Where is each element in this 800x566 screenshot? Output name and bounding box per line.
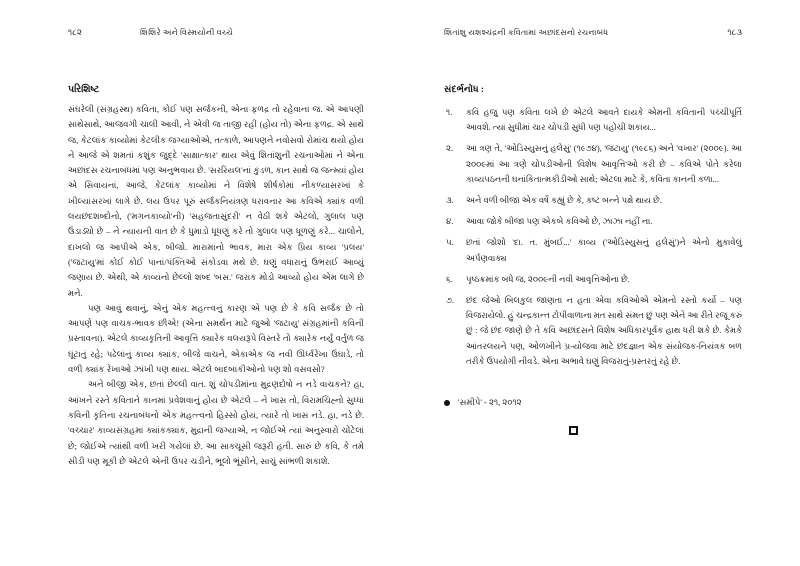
appendix-heading: પરિશિષ્ટ bbox=[68, 85, 100, 95]
note-text: અને વળી બીજા એક વર્ષે કહ્યું છે કે, કષ્ટ બન્ને પક્ષે થાય છે. bbox=[466, 195, 662, 206]
reference-notes-list bbox=[444, 105, 742, 369]
note-number: ૪. bbox=[446, 216, 454, 227]
note-number: ૨. bbox=[446, 143, 454, 154]
right-page bbox=[400, 0, 800, 566]
hollow-square-icon bbox=[569, 426, 578, 435]
note-text: આવા જોકે બીજા પણ એકબે કવિઓ છે, ઝાઝા નહીં ના. bbox=[466, 216, 653, 227]
right-running-head-title: શિતાંશુ યશશ્ચંદ્રની કવિતામાં અછાંદસનો રચનાબંધ bbox=[444, 28, 609, 37]
note-text: છતાં જોશો 'દા. ત. મુંબઈ...' કાવ્ય ('ઓડિસ્યુસનું હલેસું')ને એનો મુકાવેલું અર્પણવાક્ય bbox=[466, 237, 742, 263]
left-running-head-title: શિશિરે અને વિસ્મયોની વચ્ચે bbox=[139, 28, 233, 37]
list-item bbox=[444, 272, 742, 287]
list-item bbox=[444, 293, 742, 369]
list-item bbox=[444, 235, 742, 265]
source-citation bbox=[444, 397, 742, 408]
note-number: ૬. bbox=[446, 273, 453, 284]
source-citation-text: 'સમીપે' - ૨૧, ૨૦૧૨ bbox=[458, 397, 522, 408]
body-paragraph: સંઘરેલી (સંગ્રહસ્થ) કવિતા, કોઈ પણ સર્જકની, એના ફળદ્ર તો રહેવાના જ. એ આપણી સાથેસાથે, આજવગી ચાલી આવી, ને એવી જ તાજી રહી (હોય તો) એના ફળદ્ર. એ સાથે જ, કેટલાંક કાવ્યોમાં કેટલીક જગ્યાઓએ, તત્કાળે, આપણને નવોસવો રોમાંચ થયો હોય ને આજે એ શમતાં કશુંક જુદ્દે 'સાક્ષાત્કાર' થાય એવું શિતાંશુની રચનાઓમાં ને એના અછાંદસ રચનાબંધમાં પણ અનુભવાય છે. 'સરરિયલ'નાં કુંડળ, કાન સાથે જ જન્મ્યાં હોય એ સિવાયનાં, આજે, કેટલાંક કાવ્યોમાં ને વિશેષે શીર્ષકોમાં નીકળ્યાસરખાં કે ખીલ્યાંસરખાં લાગે છે. લય ઉપર પૂરું સર્જકનિયંત્રણ ધરાવનાર આ કવિએ ક્યાંક વળી લયછંદશબ્દોનો, ('મગનકાવ્યો'ની) 'સહજતાસુંદરી' ન વેઠી શકે એટલો, ગુલાલ પણ ઉડાડ્યો છે – ને ન્યાયની વાત છે કે ધુમાડો ધૂધણું કરે તો ગુલાલ પણ ધૂળણું કરે... ચાલોને, દાખલો જ આપીએ એક, બીજો. મારામાંનો ભાવક, મારા એક પ્રિય કાવ્ય 'પ્રલય' ('જટાયુ'માં કોઈ કોઈ પાનાં/પંક્તિઓ સંકોડવા મથે છે. ઘણું વધારાનું ઉભરાઈ આવ્યું જણાય છે. એથી, એ કાવ્યનો છેલ્લો શબ્દ 'બસ.' જરાક મોડો આવ્યો હોય એમ લાગે છે મને. bbox=[68, 104, 364, 298]
note-text: કવિ હજુ પણ કવિતા લખે છે એટલે આવતે દાયકે એમની કવિતાની પચ્ચીપૂર્તિ આવશે. ત્યાં સુધીમાં ચાર ચોપડી સુધી પણ પહોંચી શકાય... bbox=[466, 107, 742, 133]
reference-notes-heading: સંદર્ભનોંધ : bbox=[444, 84, 484, 94]
list-item bbox=[444, 105, 742, 135]
list-item bbox=[444, 193, 742, 208]
note-text: છંદ જેઓ બિલકુલ જાણતા ન હતા એવા કવિઓએ એમનો રસ્તો કર્યો – પણ વિજરાયેલો. હું ચન્દ્રકાન્ત ટોપીવાળાના મત સાથે સંમત છું પણ એને આ રીતે રજૂ કરું છું : જે છંદ જાણે છે તે કવિ અછાંદસને વિશેષ અધિકારપૂર્વક હાથ ધરી શકે છે. કેમકે આંતરલયને પણ, ઓળખીને પ્ર-યોજવા માટે છંદજ્ઞાન એક સંયોજક-નિયંત્રક બળ તરીકે ઉપયોગી નીવડે. એના અભાવે ઘણું વિજરાતું-પ્રસ્તરતું રહે છે. bbox=[466, 295, 742, 366]
list-item bbox=[444, 214, 742, 229]
note-number: ૫. bbox=[446, 237, 454, 248]
left-page-folio: ૧૮૨ bbox=[68, 28, 82, 37]
body-paragraph: પણ આવું થવાનું, એનું એક મહત્ત્વનું કારણ એ પણ છે કે કવિ સર્જક છે તો આપણે પણ વાચક-ભાવક છીએ! (એના સમર્થન માટે જુઓ 'જટાયુ' સંગ્રહમાંની કવિની પ્રસ્તાવના). એટલે કાવ્યકૃતિની આવૃત્તિ ક્યારેક વલયરૂપે વિસ્તરે તો ક્યારેક નર્યું વર્તુળ જ ઘૂંટાતું રહે; પઢેલાંનું કાવ્ય ક્યાંક, બીજે વાચને, એકાએક જ નવી ઊર્ધ્વરેખા ઉઘાડે, તો વળી ક્યાંક રેખાઓ ઝાંખી પણ થાય. એટલે બાદબાકીઓનો પણ શો વસવસો? bbox=[68, 302, 364, 375]
note-number: ૭. bbox=[446, 295, 455, 306]
end-mark-row bbox=[444, 426, 742, 435]
note-text: આ ત્રણ તે, 'ઓડિસ્યુસનું હલેસું' (૧૯૭૪), 'જટાયુ' (૧૯૮૬) અને 'વખાર' (૨૦૦૯). આ ૨૦૦૯માં આ ત્રણે ચોપડીઓની 'વિશેષ આવૃત્તિ'ઓ કરી છે – કવિએ પોતે કરેલા કાવ્યપઠનની ઘનાંકિતાત્મકીડીઓ સાથે; એટલા માટે કે, કવિતા કાનની કળા... bbox=[466, 143, 742, 184]
note-number: ૧. bbox=[446, 107, 453, 117]
note-number: ૩. bbox=[446, 195, 454, 206]
left-running-head bbox=[68, 28, 364, 46]
bullet-dot-icon bbox=[444, 400, 450, 406]
right-page-folio: ૧૮૩ bbox=[727, 28, 742, 37]
note-text: પૃષ્ઠક્રમાંક બધે જ, ૨૦૦૯ની નવી આવૃત્તિઓના છે. bbox=[466, 273, 630, 284]
list-item bbox=[444, 141, 742, 187]
body-paragraph: અને બીજી એક, છતાં છેલ્લી વાત. શું ચોપડીમાંના મુદ્રણદોષો ન નડે વાચકને? હા, આંખને રસ્તે કવિતાને કાનમાં પ્રવેશવાનું હોય છે એટલે – ને ખાસ તો, વિરામચિહ્નો સુધ્ધાં કવિની કૃતિના રચનાબંધનો એક મહત્ત્વનો હિસ્સો હોય, ત્યારે તો ખાસ નડે. હા, નડે છે. 'વચ્ચાર' કાવ્યસંગ્રહમાં ક્યાંકક્યાંક, મુદ્રાની જગ્યાએ, ન જોઈએ ત્યાં અનુસ્વારો ચોંટેલાં છે; જોઈએ ત્યાંથી વળી ખરી ગયેલાં છે. આ સાક્ચૂસી જરૂરી હતી. સારું છે કવિ, કે તમે સીડી પણ મૂકી છે એટલે એની ઉપર ચડીને, ભૂલો ભૂંસીને, સાચું સાંભળી શકાશે. bbox=[68, 379, 364, 466]
right-running-head bbox=[444, 28, 742, 46]
